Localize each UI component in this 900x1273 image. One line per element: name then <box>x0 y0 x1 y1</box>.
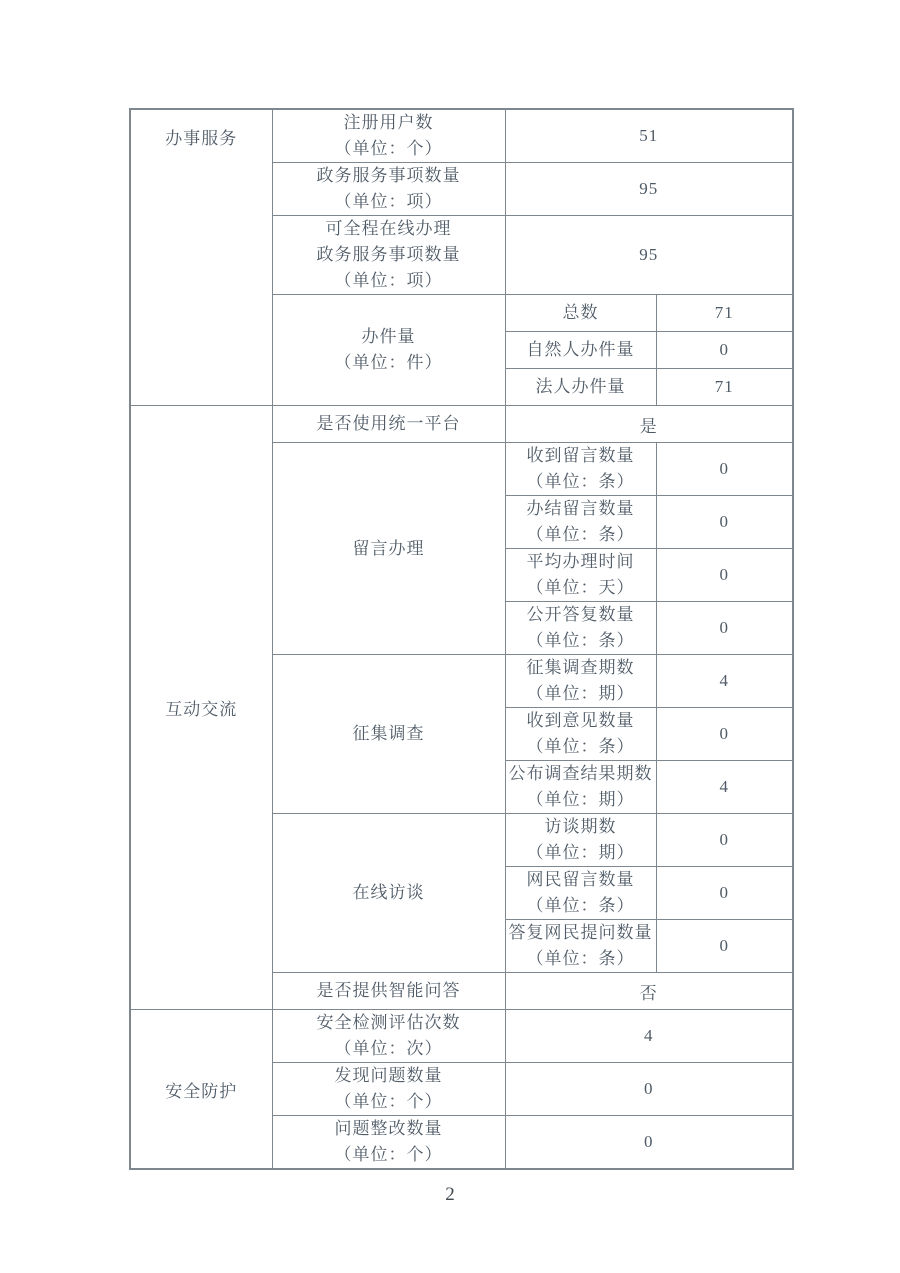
sub-label-cell <box>505 867 656 920</box>
item-label-line: 问题整改数量 <box>334 1119 443 1138</box>
value-cell: 4 <box>656 655 793 708</box>
sub-label-line: （单位：条） <box>526 949 635 968</box>
sub-label-line: 访谈期数 <box>544 817 617 836</box>
item-label-line: （单位：个） <box>334 1145 443 1164</box>
page-number: 2 <box>445 1184 455 1205</box>
item-label-cell <box>272 973 505 1010</box>
group-label-cell <box>272 655 505 814</box>
sub-label-cell <box>505 443 656 496</box>
item-label-cell <box>272 163 505 216</box>
sub-label-cell <box>505 295 656 332</box>
value-cell: 71 <box>656 295 793 332</box>
value-cell: 0 <box>656 920 793 973</box>
group-label-line: 留言办理 <box>352 538 425 558</box>
group-label-cell <box>272 295 505 406</box>
value-cell: 否 <box>505 973 793 1010</box>
value-cell: 0 <box>656 814 793 867</box>
sub-label-line: （单位：条） <box>526 631 635 650</box>
sub-label-cell <box>505 332 656 369</box>
item-label-line: 安全检测评估次数 <box>316 1013 461 1032</box>
value-cell: 0 <box>505 1063 793 1116</box>
table-row <box>130 406 793 443</box>
sub-label-line: （单位：条） <box>526 525 635 544</box>
value-cell: 是 <box>505 406 793 443</box>
item-label-line: （单位：个） <box>334 139 443 158</box>
category-cell: 互动交流 <box>130 406 272 1010</box>
sub-label-line: （单位：条） <box>526 472 635 491</box>
sub-label-cell <box>505 496 656 549</box>
value-cell: 4 <box>505 1010 793 1063</box>
group-label-line: （单位：件） <box>334 353 443 372</box>
item-label-cell <box>272 109 505 163</box>
value-cell: 71 <box>656 369 793 406</box>
value-cell: 95 <box>505 216 793 295</box>
sub-label-cell <box>505 708 656 761</box>
sub-label-line: （单位：条） <box>526 737 635 756</box>
sub-label-line: （单位：期） <box>526 790 635 809</box>
table-row <box>130 1010 793 1063</box>
item-label-line: （单位：个） <box>334 1092 443 1111</box>
item-label-cell <box>272 1010 505 1063</box>
group-label-cell <box>272 814 505 973</box>
item-label-line: （单位：项） <box>334 192 443 211</box>
value-cell: 0 <box>656 549 793 602</box>
sub-label-line: 答复网民提问数量 <box>508 923 653 942</box>
item-label-line: 政务服务事项数量 <box>316 166 461 185</box>
item-label-line: （单位：次） <box>334 1039 443 1058</box>
category-cell: 办事服务 <box>130 109 272 406</box>
item-label-line: （单位：项） <box>334 271 443 290</box>
category-cell: 安全防护 <box>130 1010 272 1170</box>
item-label-cell <box>272 216 505 295</box>
sub-label-cell <box>505 814 656 867</box>
sub-label-line: 总数 <box>562 303 599 322</box>
value-cell: 0 <box>656 867 793 920</box>
value-cell: 0 <box>505 1116 793 1170</box>
sub-label-line: 办结留言数量 <box>526 499 635 518</box>
sub-label-cell <box>505 761 656 814</box>
sub-label-line: （单位：期） <box>526 843 635 862</box>
group-label-line: 办件量 <box>361 327 416 346</box>
table-row <box>130 109 793 163</box>
sub-label-line: 网民留言数量 <box>526 870 635 889</box>
value-cell: 0 <box>656 443 793 496</box>
sub-label-line: （单位：天） <box>526 578 635 597</box>
sub-label-cell <box>505 655 656 708</box>
value-cell: 0 <box>656 332 793 369</box>
value-cell: 51 <box>505 109 793 163</box>
group-label-line: 征集调查 <box>352 724 425 743</box>
value-cell: 4 <box>656 761 793 814</box>
item-label-line: 是否提供智能问答 <box>316 981 461 1000</box>
item-label-cell <box>272 1116 505 1170</box>
value-cell: 0 <box>656 496 793 549</box>
item-label-line: 发现问题数量 <box>334 1066 443 1085</box>
sub-label-cell <box>505 549 656 602</box>
item-label-cell <box>272 1063 505 1116</box>
item-label-line: 政务服务事项数量 <box>316 245 461 264</box>
value-cell: 0 <box>656 602 793 655</box>
sub-label-line: （单位：条） <box>526 896 635 915</box>
sub-label-cell <box>505 369 656 406</box>
value-cell: 0 <box>656 708 793 761</box>
sub-label-line: 法人办件量 <box>535 377 626 396</box>
item-label-line: 是否使用统一平台 <box>316 414 461 433</box>
sub-label-line: 收到留言数量 <box>526 446 635 465</box>
item-label-cell <box>272 406 505 443</box>
group-label-line: 在线访谈 <box>352 883 425 902</box>
sub-label-line: 自然人办件量 <box>526 340 635 359</box>
sub-label-line: 公布调查结果期数 <box>508 764 653 783</box>
sub-label-cell <box>505 602 656 655</box>
group-label-cell <box>272 443 505 655</box>
sub-label-line: 征集调查期数 <box>526 658 635 677</box>
sub-label-line: 收到意见数量 <box>526 711 635 730</box>
report-table <box>129 108 794 1170</box>
item-label-line: 注册用户数 <box>343 113 434 132</box>
sub-label-line: 公开答复数量 <box>526 605 635 624</box>
sub-label-line: （单位：期） <box>526 684 635 703</box>
report-table-body <box>130 109 793 1169</box>
item-label-line: 可全程在线办理 <box>325 219 452 238</box>
sub-label-line: 平均办理时间 <box>526 552 635 571</box>
sub-label-cell <box>505 920 656 973</box>
value-cell: 95 <box>505 163 793 216</box>
